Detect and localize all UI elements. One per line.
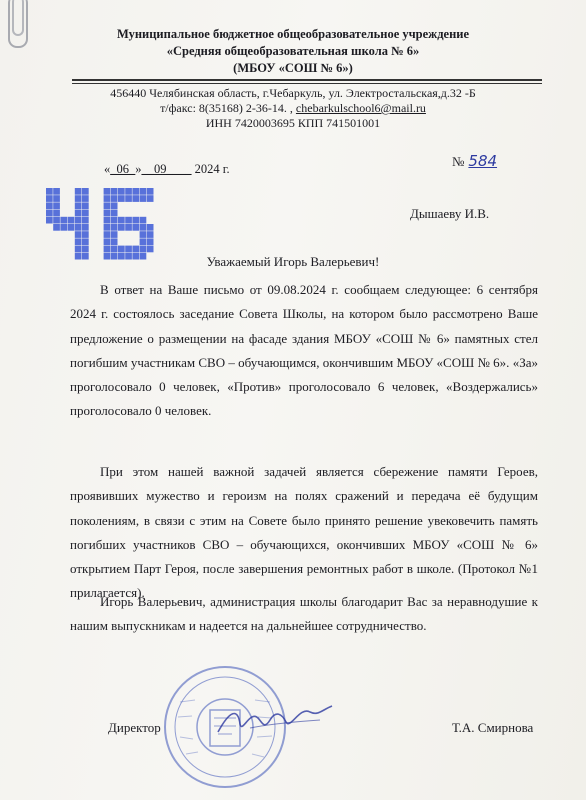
logo-pixel bbox=[132, 246, 139, 253]
logo-pixel bbox=[111, 210, 118, 217]
logo-pixel bbox=[111, 188, 118, 195]
logo-pixel bbox=[46, 217, 53, 224]
date-month: __09____ bbox=[141, 162, 192, 176]
logo-pixel bbox=[132, 195, 139, 202]
org-phone: т/факс: 8(35168) 2-36-14. , bbox=[160, 101, 293, 115]
letter-body bbox=[70, 278, 538, 424]
logo-pixel bbox=[75, 231, 82, 238]
logo-pixel bbox=[75, 246, 82, 253]
logo-pixel bbox=[125, 195, 132, 202]
logo-pixel bbox=[111, 217, 118, 224]
logo-pixel bbox=[53, 202, 60, 209]
logo-pixel bbox=[82, 231, 89, 238]
logo-pixel bbox=[125, 246, 132, 253]
date-day: _06_ bbox=[110, 162, 136, 176]
salutation: Уважаемый Игорь Валерьевич! bbox=[206, 254, 380, 269]
logo-pixel bbox=[82, 246, 89, 253]
logo-pixel bbox=[82, 224, 89, 231]
logo-pixel bbox=[46, 202, 53, 209]
logo-pixel bbox=[46, 195, 53, 202]
logo-pixel bbox=[118, 246, 125, 253]
logo-pixel bbox=[53, 217, 60, 224]
logo-pixel bbox=[111, 224, 118, 231]
logo-pixel bbox=[46, 188, 53, 195]
logo-pixel bbox=[104, 195, 111, 202]
logo-pixel bbox=[147, 238, 154, 245]
logo-pixel bbox=[140, 224, 147, 231]
logo-pixel bbox=[46, 210, 53, 217]
logo-pixel bbox=[125, 188, 132, 195]
number-label: № bbox=[452, 154, 465, 169]
logo-pixel bbox=[132, 224, 139, 231]
logo-pixel bbox=[111, 202, 118, 209]
logo-pixel bbox=[125, 217, 132, 224]
logo-pixel bbox=[118, 224, 125, 231]
logo-pixel bbox=[104, 188, 111, 195]
logo-pixel bbox=[60, 217, 67, 224]
paragraph-1: В ответ на Ваше письмо от 09.08.2024 г. сообщаем следующее: 6 сентября 2024 г. состоялось заседание Совета Школы, на котором было рассмотрено Ваше предложение о размещении на фасаде здания МБОУ «СОШ № 6» памятных стел погибшим участникам СВО – обучающимся, окончившим МБОУ «СОШ № 6». «За» проголосовало 0 человек, «Против» проголосовало 6 человек, «Воздержались» проголосовало 0 человек. bbox=[70, 282, 538, 419]
logo-pixel bbox=[75, 238, 82, 245]
logo-pixel bbox=[118, 217, 125, 224]
org-tax-ids: ИНН 7420003695 КПП 741501001 bbox=[205, 116, 381, 130]
signatory-title: Директор bbox=[108, 720, 161, 735]
date-quote-close: » bbox=[135, 162, 142, 176]
logo-pixel bbox=[53, 188, 60, 195]
logo-pixel bbox=[104, 210, 111, 217]
logo-pixel bbox=[68, 224, 75, 231]
logo-pixel bbox=[68, 217, 75, 224]
logo-pixel bbox=[75, 195, 82, 202]
letter-body-2 bbox=[70, 460, 538, 606]
logo-pixel bbox=[104, 246, 111, 253]
logo-pixel bbox=[147, 188, 154, 195]
logo-pixel bbox=[140, 188, 147, 195]
logo-pixel bbox=[118, 188, 125, 195]
logo-pixel bbox=[104, 202, 111, 209]
logo-pixel bbox=[132, 217, 139, 224]
document-number bbox=[452, 152, 497, 170]
org-name-line2: «Средняя общеобразовательная школа № 6» bbox=[166, 44, 420, 58]
logo-pixel bbox=[104, 238, 111, 245]
logo-pixel bbox=[147, 195, 154, 202]
logo-pixel bbox=[60, 224, 67, 231]
logo-pixel bbox=[75, 224, 82, 231]
logo-pixel bbox=[82, 188, 89, 195]
header-divider-thin bbox=[72, 83, 542, 84]
logo-pixel bbox=[111, 246, 118, 253]
logo-pixel bbox=[140, 195, 147, 202]
org-contacts bbox=[0, 101, 586, 116]
logo-pixel bbox=[53, 210, 60, 217]
logo-pixel bbox=[140, 231, 147, 238]
header-divider bbox=[72, 79, 542, 81]
org-short-name: (МБОУ «СОШ № 6») bbox=[233, 61, 353, 75]
signatory-name: Т.А. Смирнова bbox=[452, 720, 534, 735]
logo-pixel bbox=[82, 210, 89, 217]
logo-pixel bbox=[111, 238, 118, 245]
paragraph-3: Игорь Валерьевич, администрация школы благодарит Вас за неравнодушие к нашим выпускникам и надеется на дальнейшее сотрудничество. bbox=[70, 594, 538, 634]
paragraph-2: При этом нашей важной задачей является сбережение памяти Героев, проявивших мужество и героизм на полях сражений и передача её будущим поколениям, в связи с этим на Совете было принято решение увековечить память погибших участников СВО – обучающихся, окончивших МБОУ «СОШ № 6» открытием Парт Героя, после завершения ремонтных работ в школе. (Протокол №1 прилагается). bbox=[70, 464, 538, 601]
logo-pixel bbox=[118, 195, 125, 202]
logo-pixel bbox=[53, 224, 60, 231]
date-year: 2024 г. bbox=[194, 162, 230, 176]
logo-pixel bbox=[75, 217, 82, 224]
letter-body-3 bbox=[70, 590, 538, 639]
logo-pixel bbox=[140, 246, 147, 253]
org-email-link[interactable]: chebarkulschool6@mail.ru bbox=[295, 101, 426, 115]
logo-pixel bbox=[82, 202, 89, 209]
handwritten-signature bbox=[210, 700, 340, 740]
logo-pixel bbox=[104, 217, 111, 224]
logo-pixel bbox=[75, 210, 82, 217]
logo-pixel bbox=[75, 202, 82, 209]
logo-pixel bbox=[147, 246, 154, 253]
recipient-name: Дышаеву И.В. bbox=[410, 206, 490, 221]
date-quote-open: « bbox=[104, 162, 111, 176]
logo-pixel bbox=[140, 217, 147, 224]
logo-pixel bbox=[132, 188, 139, 195]
logo-pixel bbox=[104, 231, 111, 238]
logo-pixel bbox=[82, 217, 89, 224]
org-address: 456440 Челябинская область, г.Чебаркуль, ул. Электростальская,д.32 -Б bbox=[110, 86, 476, 100]
logo-pixel bbox=[104, 224, 111, 231]
logo-pixel bbox=[82, 195, 89, 202]
org-name-line1: Муниципальное бюджетное общеобразовательное учреждение bbox=[116, 27, 470, 41]
document-date bbox=[104, 162, 230, 177]
logo-pixel bbox=[111, 231, 118, 238]
logo-pixel bbox=[140, 238, 147, 245]
logo-pixel bbox=[111, 195, 118, 202]
logo-pixel bbox=[147, 224, 154, 231]
logo-pixel bbox=[53, 195, 60, 202]
logo-pixel bbox=[82, 238, 89, 245]
logo-pixel bbox=[147, 231, 154, 238]
logo-pixel bbox=[125, 224, 132, 231]
number-value: 584 bbox=[468, 152, 498, 170]
logo-pixel bbox=[75, 188, 82, 195]
